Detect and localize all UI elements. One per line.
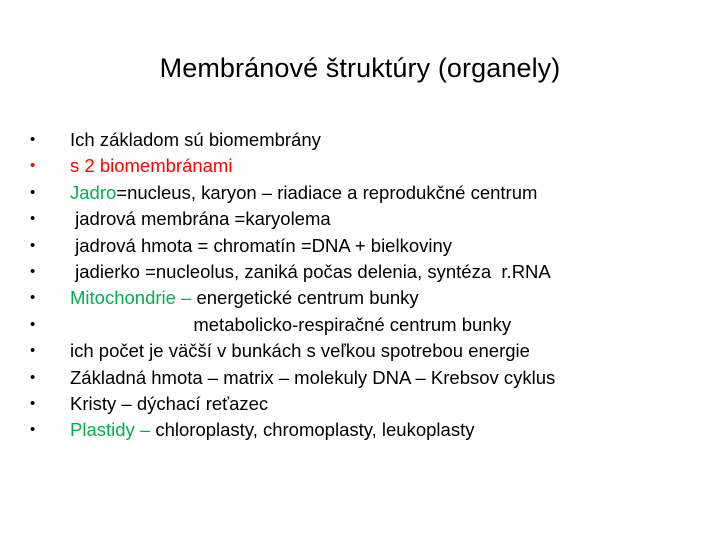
list-item (30, 417, 700, 443)
bullet-icon: • (30, 289, 36, 307)
list-item (30, 206, 700, 232)
list-item-text: jadrová hmota = chromatín =DNA + bielkoviny (70, 234, 453, 256)
list-item-text: Ich základom sú biomembrány (70, 129, 321, 150)
list-item-text: jadierko =nucleolus, zaniká počas delenia, syntéza r.RNA (70, 260, 551, 282)
list-item (30, 312, 700, 338)
list-item-text (70, 180, 537, 206)
bullet-icon: • (30, 210, 36, 228)
list-item-text: metabolicko-respiračné centrum bunky (70, 313, 512, 335)
bullet-icon: • (30, 342, 36, 360)
list-item (30, 391, 700, 417)
bullet-icon: • (30, 262, 36, 280)
list-item-text: ich počet je väčší v bunkách s veľkou spotrebou energie (70, 340, 530, 362)
list-item-rest: chloroplasty, chromoplasty, leukoplasty (155, 419, 475, 441)
highlight-term: Jadro (70, 181, 117, 203)
list-item (30, 285, 700, 311)
list-item (30, 233, 700, 259)
bullet-icon: • (30, 394, 36, 412)
list-item-text: jadrová membrána =karyolema (70, 208, 331, 230)
bullet-icon: • (30, 131, 36, 148)
list-item-text: s 2 biomembránami (70, 155, 233, 177)
highlight-term: Mitochondrie – (70, 287, 197, 309)
bullet-icon: • (30, 368, 36, 386)
bullet-icon: • (30, 183, 36, 201)
bullet-icon: • (30, 315, 36, 333)
list-item (30, 338, 700, 364)
list-item-text: Kristy – dýchací reťazec (70, 392, 269, 414)
list-item-text (70, 417, 474, 443)
bullet-list (30, 127, 700, 444)
list-item (30, 180, 700, 206)
highlight-term: Plastidy – (70, 419, 156, 441)
bullet-icon: • (30, 157, 36, 175)
list-item (30, 127, 700, 153)
list-item (30, 259, 700, 285)
list-item-text (70, 285, 419, 311)
list-item-text: Základná hmota – matrix – molekuly DNA – Krebsov cyklus (70, 366, 556, 388)
bullet-icon: • (30, 421, 36, 439)
list-item-rest: energetické centrum bunky (196, 287, 419, 309)
list-item (30, 153, 700, 179)
bullet-icon: • (30, 236, 36, 254)
list-item (30, 365, 700, 391)
slide-title: Membránové štruktúry (organely) (159, 53, 561, 83)
list-item-rest: =nucleus, karyon – riadiace a reprodukčné centrum (116, 181, 538, 203)
